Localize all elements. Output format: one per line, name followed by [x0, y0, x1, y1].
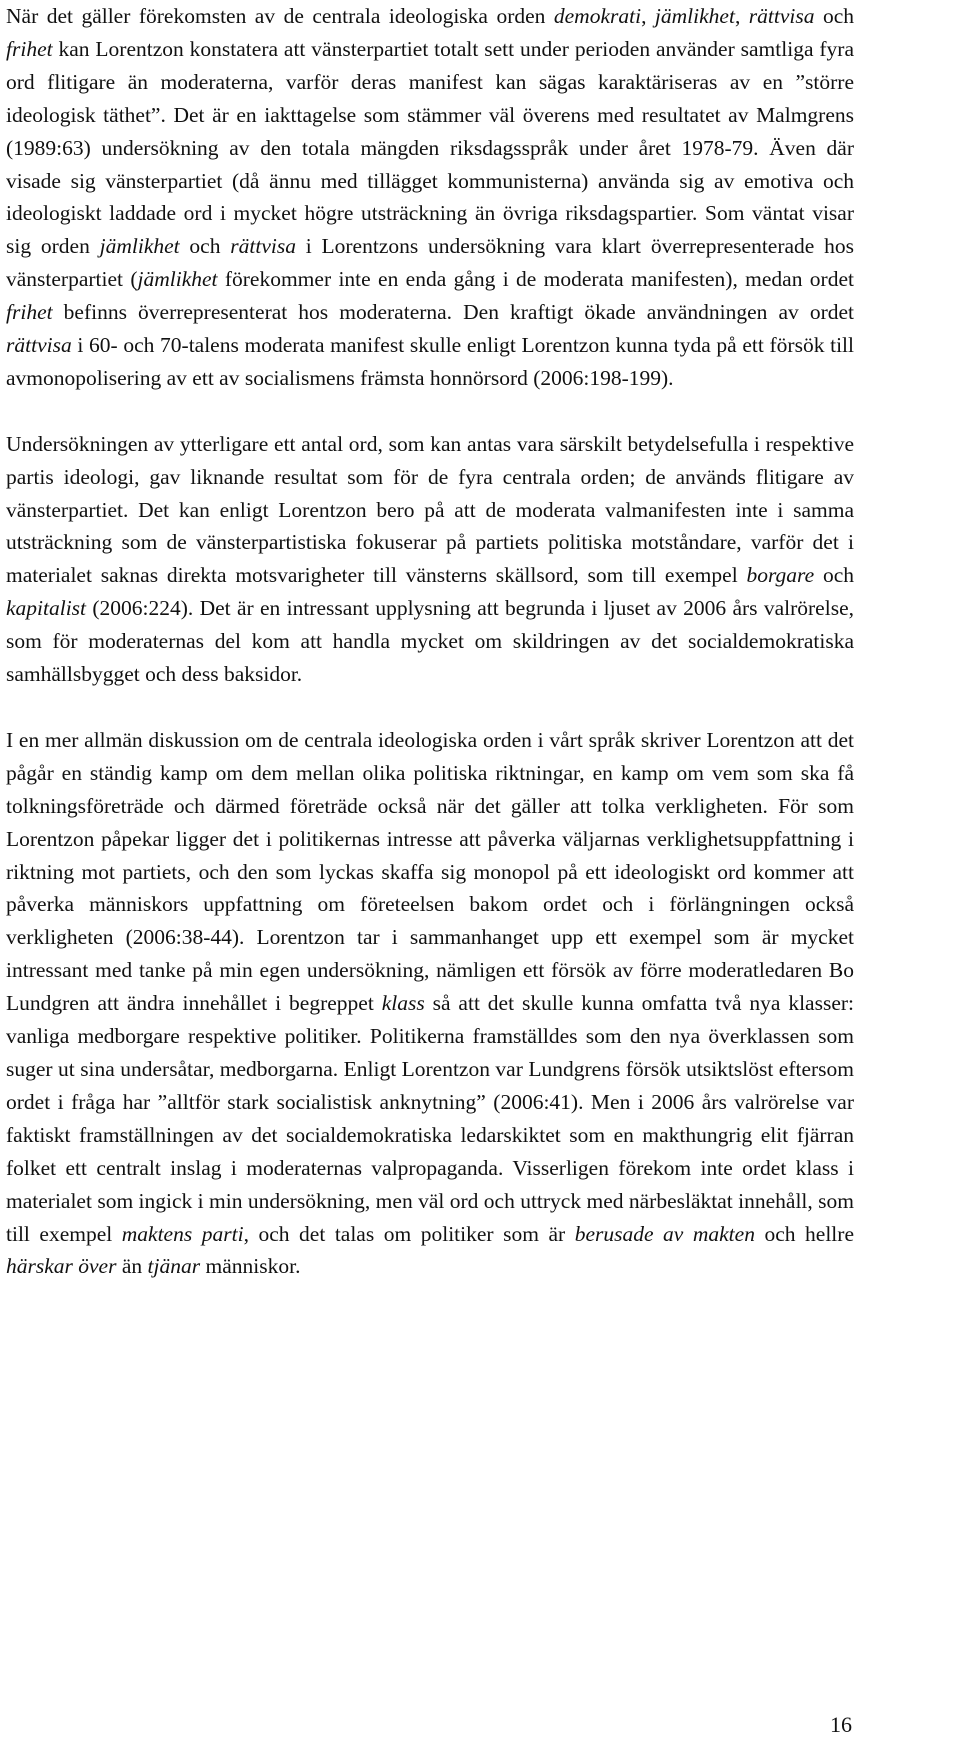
italic-term: berusade av makten — [574, 1221, 755, 1246]
text-run: , — [641, 4, 655, 28]
paragraph-1 — [6, 0, 854, 395]
text-run: än — [116, 1254, 148, 1279]
italic-term: rättvisa — [230, 234, 296, 259]
text-run: , — [734, 4, 749, 28]
text-run: människor. — [200, 1254, 301, 1279]
document-page — [6, 0, 854, 1283]
italic-term: jämlikhet — [137, 267, 218, 292]
italic-term: borgare — [746, 563, 815, 588]
italic-term: rättvisa — [748, 4, 815, 28]
paragraph-3 — [6, 724, 854, 1283]
paragraph-2 — [6, 428, 854, 691]
text-run: Undersökningen av ytterligare ett antal ord, som kan antas vara särskilt betydelsefulla i respektive partis ideologi, gav liknande resultat som för de fyra centrala orden; de används flitigare av vänsterpartiet. Det kan enligt Lorentzon bero på att de moderata valmanifesten inte i samma utsträckning som de vänsterpartistiska fokuserar på partiets politiska motståndare, varför det i materialet saknas direkta motsvarigheter till vänsterns skällsord, som till exempel — [6, 431, 854, 588]
page-number: 16 — [830, 1712, 852, 1737]
italic-term: rättvisa — [6, 333, 72, 358]
text-run: i Lorentzons undersökning vara klart överrepresenterade hos vänsterpartiet ( — [6, 234, 855, 292]
italic-term: maktens parti — [121, 1221, 244, 1246]
italic-term: kapitalist — [6, 596, 87, 621]
text-run: , och det talas om politiker som är — [243, 1221, 575, 1246]
italic-term: tjänar — [147, 1254, 201, 1279]
italic-term: frihet — [6, 300, 53, 325]
text-run: (2006:224). Det är en intressant upplysning att begrunda i ljuset av 2006 års valrörelse, som för moderaternas del kom att handla mycket om skildringen av det socialdemokratiska samhällsbygget och dess baksidor. — [6, 596, 854, 687]
text-run: och — [814, 563, 854, 588]
italic-term: demokrati — [553, 4, 642, 28]
italic-term: härskar över — [6, 1254, 117, 1279]
text-run: så att det skulle kunna omfatta två nya klasser: vanliga medborgare respektive politiker. Politikerna framställdes som den nya överklassen som suger ut sina undersåtar, medborgarna. Enligt Lorentzon var Lundgrens försök utsiktslöst eftersom ordet i fråga har ”alltför stark socialistisk anknytning” (2006:41). Men i 2006 års valrörelse var faktiskt framställningen av det socialdemokratiska ledarskiktet som en makthungrig elit fjärran folket ett centralt inslag i moderaternas valpropaganda. Visserligen förekom inte ordet klass i materialet som ingick i min undersökning, men väl ord och uttryck med närbesläktat innehåll, som till exempel — [6, 991, 855, 1246]
italic-term: klass — [381, 991, 425, 1016]
text-run: förekommer inte en enda gång i de moderata manifesten), medan ordet — [217, 267, 854, 292]
italic-term: jämlikhet — [654, 4, 735, 28]
italic-term: jämlikhet — [99, 234, 180, 259]
text-run: och — [179, 234, 231, 259]
text-run: befinns överrepresenterat hos moderaterna. Den kraftigt ökade användningen av ordet — [52, 300, 854, 325]
italic-term: frihet — [6, 36, 53, 61]
text-run: I en mer allmän diskussion om de centrala ideologiska orden i vårt språk skriver Lorentzon att det pågår en ständig kamp om dem mellan olika politiska riktningar, en kamp om vem som ska få tolkningsföreträde och därmed företräde också när det gäller att tolka verkligheten. För som Lorentzon påpekar ligger det i politikernas intresse att påverka väljarnas verklighetsuppfattning i riktning mot partiets, och den som lyckas skaffa sig monopol på ett ideologiskt ord kommer att påverka människors uppfattning om företeelsen bakom ordet och i förlängningen också verkligheten (2006:38-44). Lorentzon tar i sammanhanget upp ett exempel som är mycket intressant med tanke på min egen undersökning, nämligen ett försök av förre moderatledaren Bo Lundgren att ändra innehållet i begreppet — [6, 727, 854, 1016]
text-run: kan Lorentzon konstatera att vänsterpartiet totalt sett under perioden använder samtliga fyra ord flitigare än moderaterna, varför deras manifest kan sägas karaktäriseras av en ”större ideologisk täthet”. Det är en iakttagelse som stämmer väl överens med resultatet av Malmgrens (1989:63) undersökning av den totala mängden riksdagsspråk under året 1978-79. Även där visade sig vänsterpartiet (då ännu med tillägget kommunisterna) använda sig av emotiva och ideologiskt laddade ord i mycket högre utsträckning än övriga riksdagspartier. Som väntat visar sig orden — [6, 36, 854, 259]
text-run: och — [814, 4, 855, 28]
text-run: och hellre — [754, 1221, 854, 1246]
text-run: När det gäller förekomsten av de centrala ideologiska orden — [6, 4, 554, 28]
text-run: i 60- och 70-talens moderata manifest skulle enligt Lorentzon kunna tyda på ett försök till avmonopolisering av ett av socialismens främsta honnörsord (2006:198-199). — [6, 333, 854, 390]
